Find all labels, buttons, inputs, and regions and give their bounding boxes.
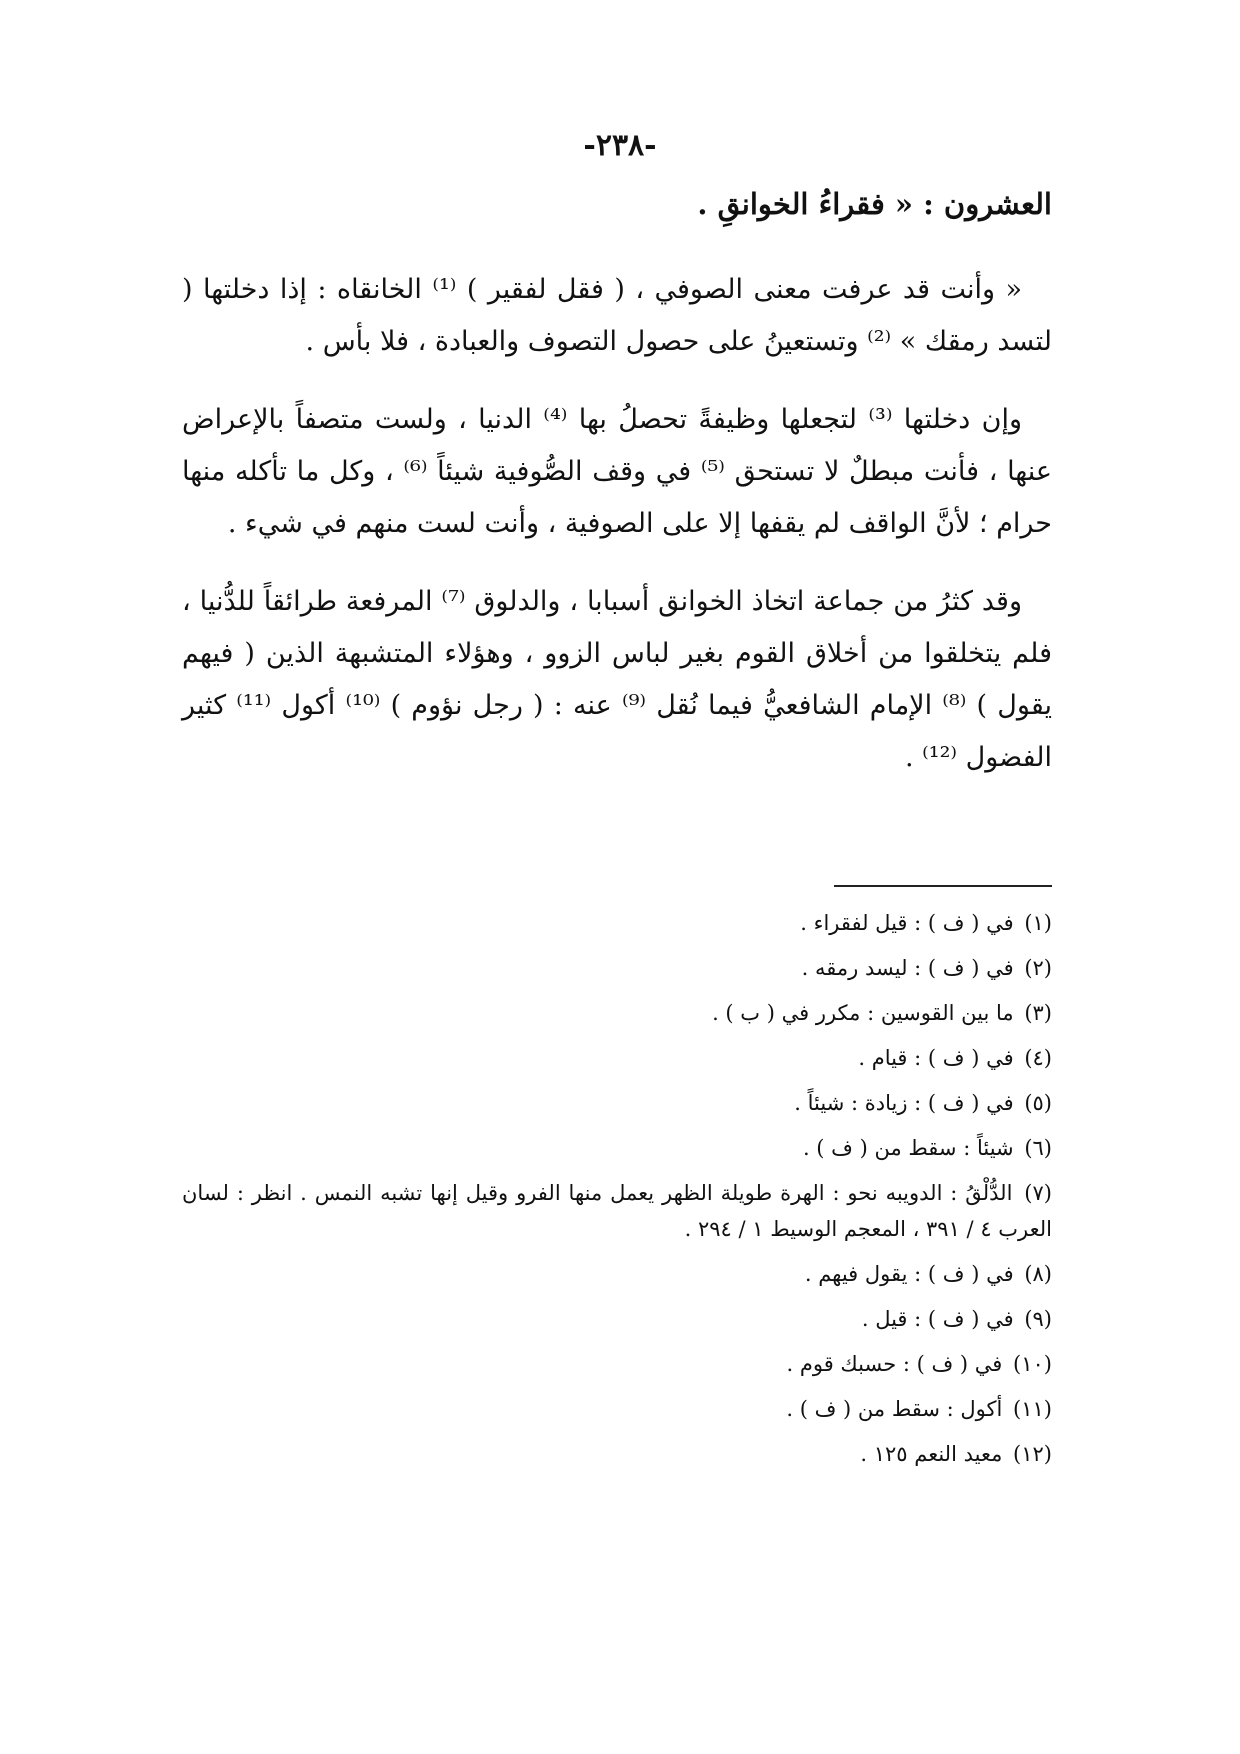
footnote-number: (١) xyxy=(1024,911,1052,935)
footnote-2 xyxy=(182,950,1052,986)
footnote-text: ما بين القوسين : مكرر في ( ب ) . xyxy=(712,1001,1014,1025)
page-number: -٢٣٨- xyxy=(583,128,657,163)
footnote-12 xyxy=(182,1436,1052,1472)
footnote-8 xyxy=(182,1256,1052,1292)
footnote-text: شيئاً : سقط من ( ف ) . xyxy=(802,1136,1014,1160)
footnote-number: (١١) xyxy=(1013,1397,1052,1421)
main-text xyxy=(182,182,1052,810)
footnote-number: (٨) xyxy=(1024,1262,1052,1286)
footnote-10 xyxy=(182,1346,1052,1382)
footnote-number: (٤) xyxy=(1024,1046,1052,1070)
footnote-7 xyxy=(182,1175,1052,1247)
footnote-number: (٩) xyxy=(1024,1307,1052,1331)
paragraph-3: وقد كثرُ من جماعة اتخاذ الخوانق أسبابا ، والدلوق ⁽⁷⁾ المرفعة طرائقاً للدُّنيا ، فلم يتخلقوا من أخلاق القوم بغير لباس الزوو ، وهؤلاء المتشبهة الذين ( فيهم يقول ) ⁽⁸⁾ الإمام الشافعيُّ فيما نُقل ⁽⁹⁾ عنه : ( رجل نؤوم ) ⁽¹⁰⁾ أكول ⁽¹¹⁾ كثير الفضول ⁽¹²⁾ . xyxy=(182,586,1053,773)
footnote-4 xyxy=(182,1040,1052,1076)
footnote-text: أكول : سقط من ( ف ) . xyxy=(786,1397,1003,1421)
footnote-6 xyxy=(182,1130,1052,1166)
footnote-text: في ( ف ) : زيادة : شيئاً . xyxy=(794,1091,1014,1115)
footnote-text: في ( ف ) : قيل . xyxy=(861,1307,1014,1331)
footnote-text: في ( ف ) : قيل لفقراء . xyxy=(800,911,1014,935)
footnote-number: (٢) xyxy=(1024,956,1052,980)
footnote-3 xyxy=(182,995,1052,1031)
footnote-number: (٥) xyxy=(1024,1091,1052,1115)
footnote-11 xyxy=(182,1391,1052,1427)
paragraph-2: وإن دخلتها ⁽³⁾ لتجعلها وظيفةً تحصلُ بها ⁽⁴⁾ الدنيا ، ولست متصفاً بالإعراض عنها ، فأنت مبطلٌ لا تستحق ⁽⁵⁾ في وقف الصُّوفية شيئاً ⁽⁶⁾ ، وكل ما تأكله منها حرام ؛ لأنَّ الواقف لم يقفها إلا على الصوفية ، وأنت لست منهم في شيء . xyxy=(182,404,1053,539)
footnote-text: الدُّلْقُ : الدويبه نحو : الهرة طويلة الظهر يعمل منها الفرو وقيل إنها تشبه النمس . انظر : لسان العرب ٤ / ٣٩١ ، المعجم الوسيط ١ / ٢٩٤ . xyxy=(182,1181,1052,1241)
footnote-number: (٣) xyxy=(1024,1001,1052,1025)
footnote-5 xyxy=(182,1085,1052,1121)
footnote-text: في ( ف ) : يقول فيهم . xyxy=(804,1262,1014,1286)
footnote-9 xyxy=(182,1301,1052,1337)
footnote-1 xyxy=(182,905,1052,941)
footnote-number: (٦) xyxy=(1024,1136,1052,1160)
footnote-text: في ( ف ) : قيام . xyxy=(858,1046,1014,1070)
footnote-number: (١٠) xyxy=(1013,1352,1052,1376)
footnote-number: (٧) xyxy=(1024,1181,1052,1205)
footnote-number: (١٢) xyxy=(1013,1442,1052,1466)
section-heading: العشرون : « فقراءُ الخوانقِ . xyxy=(697,187,1052,221)
footnote-text: في ( ف ) : ليسد رمقه . xyxy=(801,956,1014,980)
footnotes-list xyxy=(182,905,1052,1481)
paragraph-1: « وأنت قد عرفت معنى الصوفي ، ( فقل لفقير ) ⁽¹⁾ الخانقاه : إذا دخلتها ( لتسد رمقك » ⁽²⁾ وتستعينُ على حصول التصوف والعبادة ، فلا بأس . xyxy=(182,274,1052,357)
footnote-text: في ( ف ) : حسبك قوم . xyxy=(786,1352,1003,1376)
footnote-text: معيد النعم ١٢٥ . xyxy=(860,1442,1003,1466)
footnote-divider xyxy=(834,885,1052,887)
